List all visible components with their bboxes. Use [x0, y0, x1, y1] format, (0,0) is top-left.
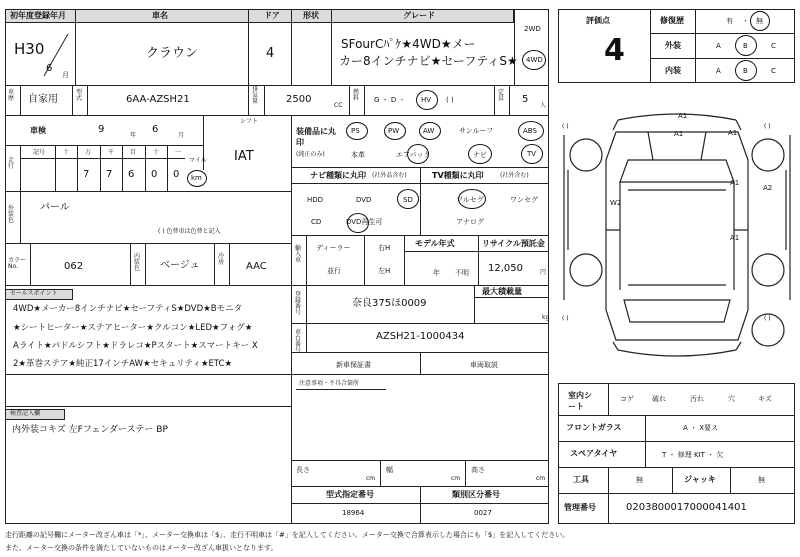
equip-tv: TV	[527, 150, 537, 158]
interior-label: 内装	[665, 66, 681, 75]
chassis-label: 車台番号	[295, 329, 302, 354]
int-b: B	[743, 67, 748, 75]
door-value: 4	[266, 46, 275, 61]
length-cm: cm	[366, 475, 376, 482]
equip-navi: ナビ	[473, 151, 487, 159]
max-load-label: 最大積載量	[482, 287, 522, 296]
jack-label: ジャッキ	[684, 475, 716, 484]
model-year-unknown: 不明	[455, 269, 469, 277]
seat-item: コゲ	[620, 395, 634, 403]
inspector-value: 内外装コキズ 左Fフェンダーステー BP	[12, 425, 168, 435]
recycle-value: 12,050	[488, 263, 523, 274]
spare-label: スペアタイヤ	[570, 449, 618, 458]
fuel-paren: ( )	[446, 96, 454, 104]
nav-hdd: HDD	[307, 196, 324, 204]
ext-c: C	[771, 42, 776, 50]
grade-label: グレード	[403, 11, 435, 20]
recycle-yen: 円	[540, 269, 547, 276]
drive-2wd: 2WD	[524, 25, 541, 33]
mgmt-value: 0203800017000041401	[626, 502, 747, 513]
seat-item: 穴	[728, 395, 735, 403]
door-label: ドア	[264, 11, 280, 20]
fuel-label: 燃料	[353, 89, 360, 102]
nav-cd: CD	[311, 218, 322, 226]
digit-header: 十	[153, 149, 160, 156]
cap-label: 定員	[498, 89, 505, 102]
shift-value: IAT	[234, 149, 254, 164]
svg-text:( ): ( )	[764, 123, 771, 130]
first-reg-month: 6	[46, 63, 53, 74]
row1-header	[5, 9, 514, 23]
footer-line-2: また、メーター交換の条件を満たしていないものはメーター改ざん車扱いとなります。	[5, 544, 278, 552]
equip-ps: PS	[351, 127, 360, 135]
score-label: 評価点	[586, 16, 610, 25]
score-value: 4	[604, 33, 625, 68]
type-no-value: 18964	[342, 509, 365, 517]
equip-sub: (純正のみ)	[296, 151, 325, 158]
mile-label: マイル	[189, 157, 207, 164]
seat-item: キズ	[758, 395, 772, 403]
digit-value: 7	[83, 169, 90, 180]
tv-fullseg: フルセグ	[456, 196, 484, 204]
model-year-label: モデル年式	[415, 239, 455, 248]
digit-header: 万	[85, 149, 92, 156]
damage-mark: A1	[730, 234, 740, 242]
use-value: 自家用	[28, 94, 58, 105]
notes-label: 注意事項・不具合箇所	[299, 380, 360, 387]
height-cm: cm	[536, 475, 546, 482]
damage-mark: A1	[728, 129, 738, 137]
svg-text:( ): ( )	[764, 315, 771, 322]
glass-label: フロントガラス	[566, 423, 622, 432]
cc-unit: CC	[334, 102, 343, 109]
inspect-year-unit: 年	[130, 132, 137, 139]
seat-label: 室内シート	[568, 391, 592, 411]
nav-dvd-play: DVD再生可	[346, 218, 383, 226]
sales-line-2: ★シートヒーター★ステアヒーター★クルコン★LED★フォグ★	[13, 323, 253, 333]
manual-label: 車両取説	[470, 361, 498, 369]
jack-value: 無	[758, 476, 765, 484]
width-label: 幅	[386, 466, 393, 474]
tv-oneseg: ワンセグ	[510, 196, 538, 204]
sales-line-3: Aライト★パドルシフト★ドラレコ★Pスタート★スマートキー X	[13, 341, 258, 351]
damage-mark: A1	[678, 112, 688, 120]
digit-header: 百	[130, 149, 137, 156]
mgmt-label: 管理番号	[564, 503, 596, 512]
model-value: 6AA-AZSH21	[126, 94, 190, 105]
length-label: 長さ	[296, 466, 310, 474]
chassis-value: AZSH21-1000434	[376, 331, 465, 342]
first-reg-era: H30	[14, 40, 45, 58]
class-no-label: 類別区分番号	[452, 490, 500, 499]
seat-item: 破れ	[652, 395, 666, 403]
equip-leather: 本革	[351, 151, 365, 159]
int-a: A	[716, 67, 721, 75]
repair-no: 無	[756, 17, 763, 25]
tv-label: TV種類に丸印	[432, 171, 484, 180]
reg-label: 登録番号	[295, 291, 302, 316]
cap-value: 5	[522, 94, 529, 105]
nav-sd: SD	[403, 196, 413, 204]
inspect-month: 6	[152, 124, 159, 135]
fuel-hv: HV	[421, 96, 432, 104]
digit-value: 0	[173, 169, 180, 180]
grade-line2: カー8インチナビ★セーフティS★	[339, 54, 518, 68]
damage-mark: A2	[763, 184, 773, 192]
color-label: 外装色	[8, 205, 15, 224]
disp-label: 排気量	[252, 86, 259, 105]
cap-unit: 人	[540, 102, 547, 109]
int-c: C	[771, 67, 776, 75]
max-load-unit: kg	[542, 314, 550, 321]
tools-value: 無	[636, 476, 643, 484]
equip-sunroof: サンルーフ	[459, 127, 494, 135]
color-no-label: カラーNo.	[8, 257, 27, 270]
car-name-value: クラウン	[146, 46, 199, 61]
seat-item: 汚れ	[690, 395, 704, 403]
nav-dvd: DVD	[356, 196, 372, 204]
svg-text:( ): ( )	[562, 315, 569, 322]
repair-label: 修復歴	[660, 16, 684, 25]
sales-label: セールスポイント	[10, 290, 58, 297]
tv-analog: アナログ	[456, 218, 484, 226]
footer-line-1: 走行距離の記号欄にメーター改ざん車は「*」、メーター交換車は「$」、走行不明車は「#」を記入してください。メーター交換で合算表示した場合にも「$」を記入してください。	[5, 531, 570, 539]
damage-mark: W2	[610, 199, 622, 207]
warranty-label: 新車保証書	[336, 361, 371, 369]
inspector-label: 検査記入欄	[10, 410, 41, 417]
height-label: 高さ	[471, 466, 485, 474]
model-label: 型式	[76, 89, 83, 102]
first-reg-label: 初年度登録年月	[10, 11, 66, 20]
fuel-options: G ・ D ・	[374, 96, 406, 104]
color-note: ( ) 色替車は色替と記入	[158, 228, 221, 235]
import-label: 輸入車	[295, 245, 302, 264]
interior-color-value: ベージュ	[160, 260, 200, 271]
nav-label: ナビ種類に丸印	[310, 171, 366, 180]
grade-line1: SFourCﾊﾟｹ★4WD★メー	[341, 37, 476, 51]
equip-pw: PW	[388, 127, 400, 135]
exterior-label: 外装	[665, 41, 681, 50]
class-no-value: 0027	[474, 509, 492, 517]
ext-a: A	[716, 42, 721, 50]
use-label: 車歴	[8, 89, 15, 102]
ac-value: AAC	[246, 261, 267, 272]
spare-value: T ・ 修理 KIT ・ 欠	[662, 451, 724, 459]
color-no-value: 062	[64, 261, 84, 272]
sales-line-1: 4WD★メーカー8インチナビ★セーフティS★DVD★Bモニタ	[13, 304, 243, 314]
inspect-label: 車検	[30, 126, 46, 135]
digit-header: 一	[175, 149, 182, 156]
import-left: 左H	[378, 267, 391, 275]
model-year-unit: 年	[433, 269, 440, 277]
mileage-label: 走行	[8, 157, 15, 170]
equip-aw: AW	[423, 127, 435, 135]
record-label: 記号	[33, 149, 46, 156]
color-value: パール	[40, 202, 70, 213]
shape-label: 形状	[303, 11, 319, 20]
reg-value: 奈良375ほ0009	[352, 298, 427, 309]
shift-label: シフト	[240, 118, 259, 125]
tools-label: 工具	[573, 475, 589, 484]
digit-value: 7	[106, 169, 113, 180]
import-parallel: 並行	[327, 267, 341, 275]
km-unit: km	[191, 174, 202, 182]
import-right: 右H	[378, 244, 391, 252]
equip-label: 装備品に丸印	[296, 127, 336, 147]
repair-yes: 有	[726, 17, 733, 25]
recycle-label: リサイクル預託金	[482, 239, 545, 248]
damage-mark: A1	[730, 179, 740, 187]
digit-header: 千	[108, 149, 115, 156]
import-dealer: ディーラー	[316, 244, 351, 252]
interior-color-label: 内装色	[134, 253, 141, 272]
inspect-year: 9	[98, 124, 105, 135]
ac-label: 冷房	[218, 253, 225, 266]
digit-value: 0	[151, 169, 158, 180]
inspect-month-unit: 月	[178, 132, 185, 139]
equip-airbag: エアバック	[396, 151, 431, 159]
ext-b: B	[743, 42, 748, 50]
digit-value: 6	[128, 169, 135, 180]
width-cm: cm	[451, 475, 461, 482]
sales-line-4: 2★革巻ステア★純正17インチAW★セキュリティ★ETC★	[13, 359, 233, 369]
damage-mark: A1	[674, 130, 684, 138]
drive-4wd: 4WD	[526, 56, 543, 64]
car-diagram	[558, 100, 796, 370]
type-no-label: 型式指定番号	[326, 490, 374, 499]
equip-abs: ABS	[523, 127, 537, 135]
svg-text:( ): ( )	[562, 123, 569, 130]
glass-value: A ・ X要ス	[683, 424, 719, 432]
nav-note: (社外品含む)	[372, 172, 407, 179]
car-name-label: 車名	[152, 11, 168, 20]
disp-value: 2500	[286, 94, 312, 105]
month-unit: 月	[62, 71, 69, 79]
tv-note: (社外含む)	[500, 172, 529, 179]
digit-header: 十	[63, 149, 70, 156]
